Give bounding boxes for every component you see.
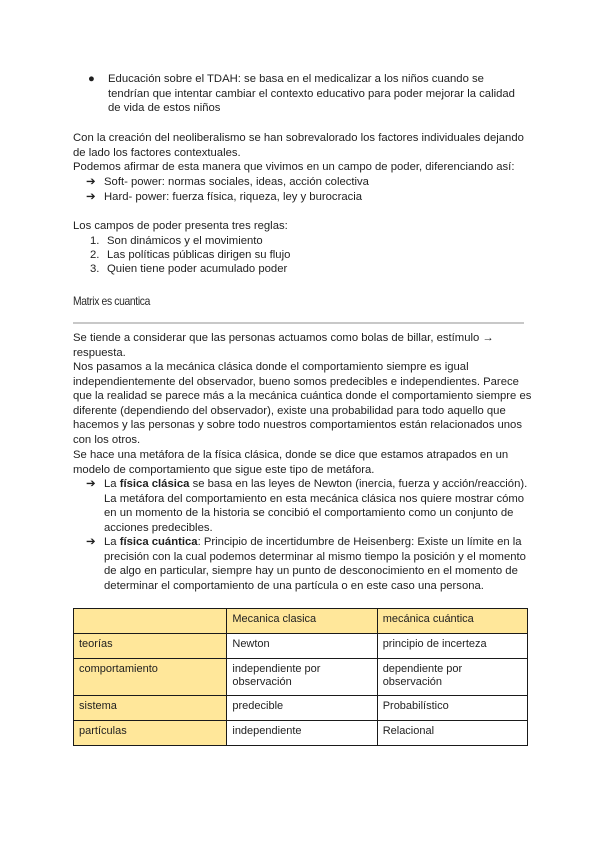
table-header-cell <box>74 609 227 634</box>
table-row <box>74 721 528 746</box>
table-cell: principio de incerteza <box>377 634 527 659</box>
rules-intro-paragraph: Los campos de poder presenta tres reglas: <box>73 220 288 232</box>
metaphor-paragraph: Se hace una metáfora de la física clásica, donde se dice que estamos atrapados en un modelo de comportamiento que sigue este tipo de metáfora. <box>73 449 509 476</box>
rule-number: 1. <box>90 235 100 247</box>
soft-power-item <box>86 175 532 190</box>
rule-text: Son dinámicos y el movimiento <box>107 235 263 247</box>
table-row <box>74 634 528 659</box>
rule-item <box>90 262 530 277</box>
table-cell: independiente por observación <box>227 659 377 696</box>
arrow-icon: ➔ <box>86 191 96 203</box>
rule-text: Quien tiene poder acumulado poder <box>107 263 288 275</box>
table-header-cell: Mecanica clasica <box>227 609 377 634</box>
mechanics-paragraph: Nos pasamos a la mecánica clásica donde el comportamiento siempre es igual independientemente del observador, bueno somos predecibles e independientes. Parece que la realidad se parece más a la mecánica cuántica donde el comportamiento siempre es diferente (dependiendo del observador), existe una probabilidad para todo aquello que hacemos y las personas y sobre todo nuestros comportamientos están relacionados unos con los otros. <box>73 361 532 446</box>
tdah-bullet <box>88 72 528 116</box>
table-row-label: comportamiento <box>74 659 227 696</box>
table-cell: Probabilístico <box>377 696 527 721</box>
table-cell: dependiente por observación <box>377 659 527 696</box>
table-row <box>74 659 528 696</box>
billiard-paragraph: Se tiende a considerar que las personas actuamos como bolas de billar, estímulo → respuesta. <box>73 332 494 359</box>
mechanics-comparison-table <box>73 608 528 746</box>
bullet-dot-icon: ● <box>88 73 95 85</box>
table-row-label: sistema <box>74 696 227 721</box>
arrow-icon: ➔ <box>86 536 96 548</box>
arrow-icon: ➔ <box>86 478 96 490</box>
classical-physics-term: física clásica <box>119 478 190 490</box>
hard-power-item <box>86 190 532 205</box>
soft-power-text: Soft- power: normas sociales, ideas, acción colectiva <box>104 176 369 188</box>
table-row <box>74 696 528 721</box>
arrow-icon: ➔ <box>86 176 96 188</box>
table-cell: predecible <box>227 696 377 721</box>
quantum-physics-term: física cuántica <box>119 536 198 548</box>
classical-physics-text: La física clásica se basa en las leyes de Newton (inercia, fuerza y acción/reacción). La metáfora del comportamiento en esta mecánica clásica nos quiere mostrar cómo en un momento de la historia se concibió el comportamiento como un conjunto de acciones predecibles. <box>104 478 528 534</box>
section-divider <box>73 322 524 324</box>
tdah-bullet-text: Educación sobre el TDAH: se basa en el medicalizar a los niños cuando se tendrían que intentar cambiar el contexto educativo para poder mejorar la calidad de vida de estos niños <box>108 73 515 115</box>
table-cell: independiente <box>227 721 377 746</box>
power-field-paragraph: Podemos afirmar de esta manera que vivimos en un campo de poder, diferenciando así: <box>73 161 515 173</box>
neoliberalism-paragraph: Con la creación del neoliberalismo se han sobrevalorado los factores individuales dejando de lado los factores contextuales. <box>73 132 524 159</box>
quantum-physics-item <box>86 535 532 593</box>
table-row-label: partículas <box>74 721 227 746</box>
rule-text: Las políticas públicas dirigen su flujo <box>107 249 291 261</box>
rule-item <box>90 234 530 249</box>
table-header-cell: mecánica cuántica <box>377 609 527 634</box>
rule-number: 3. <box>90 263 100 275</box>
section-heading: Matrix es cuantica <box>73 294 150 308</box>
hard-power-text: Hard- power: fuerza física, riqueza, ley y burocracia <box>104 191 363 203</box>
rule-item <box>90 248 530 263</box>
classical-physics-item <box>86 477 532 535</box>
table-header-row <box>74 609 528 634</box>
table-cell: Newton <box>227 634 377 659</box>
table-row-label: teorías <box>74 634 227 659</box>
rule-number: 2. <box>90 249 100 261</box>
table-cell: Relacional <box>377 721 527 746</box>
quantum-physics-text: La física cuántica: Principio de incertidumbre de Heisenberg: Existe un límite en la precisión con la cual podemos determinar al mismo tiempo la posición y el momento de algo en particular, siempre hay un punto de desconocimiento en el momento de determinar el comportamiento de una partícula o en este caso una persona. <box>104 536 526 592</box>
